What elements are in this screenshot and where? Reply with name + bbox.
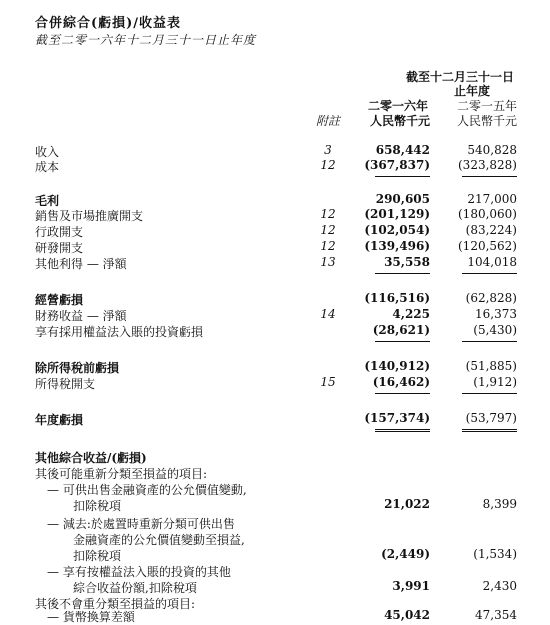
row-value-2016: 290,605 bbox=[375, 192, 430, 206]
row-value-2016: (367,837) bbox=[364, 158, 430, 172]
row-value-2015: (1,912) bbox=[473, 375, 517, 389]
row-label: 享有採用權益法入賬的投資虧損 bbox=[35, 325, 204, 339]
row-value-2016: (157,374) bbox=[364, 411, 430, 425]
col-2015-unit: 人民幣千元 bbox=[456, 114, 517, 128]
row-value-2016: 35,558 bbox=[384, 255, 430, 269]
row-label: — 貨幣換算差額 bbox=[47, 610, 135, 624]
row-note: 12 bbox=[320, 239, 336, 253]
row-label: 其後可能重新分類至損益的項目: bbox=[35, 467, 208, 481]
row-value-2015: (5,430) bbox=[473, 323, 517, 337]
subtotal-rule-2016 bbox=[375, 393, 430, 394]
row-note: 12 bbox=[320, 207, 336, 221]
row-label: 扣除稅項 bbox=[73, 549, 122, 563]
row-value-2015: (1,534) bbox=[473, 547, 517, 561]
total-rule-2015 bbox=[462, 429, 517, 432]
row-label: 銷售及市場推廣開支 bbox=[35, 209, 144, 223]
row-value-2016: 45,042 bbox=[384, 608, 430, 622]
row-note: 13 bbox=[320, 255, 336, 269]
row-label: 所得稅開支 bbox=[35, 377, 96, 391]
row-value-2015: (83,224) bbox=[465, 223, 517, 237]
row-value-2015: (51,885) bbox=[465, 359, 517, 373]
row-label: 金融資產的公允價值變動至損益, bbox=[73, 533, 245, 547]
statement-subtitle: 截至二零一六年十二月三十一日止年度 bbox=[35, 33, 257, 47]
row-value-2015: (180,060) bbox=[458, 207, 517, 221]
row-note: 12 bbox=[320, 223, 336, 237]
row-value-2016: 3,991 bbox=[392, 579, 430, 593]
row-value-2016: 21,022 bbox=[384, 497, 430, 511]
row-value-2016: (140,912) bbox=[364, 359, 430, 373]
row-label: 財務收益 — 淨額 bbox=[35, 309, 127, 323]
total-rule-2016 bbox=[375, 429, 430, 432]
col-2016-year: 二零一六年 bbox=[367, 99, 428, 113]
row-value-2016: 658,442 bbox=[375, 143, 430, 157]
subtotal-rule-2016 bbox=[375, 176, 430, 177]
col-2015-year: 二零一五年 bbox=[456, 99, 517, 113]
row-value-2015: 104,018 bbox=[467, 255, 517, 269]
row-value-2015: 8,399 bbox=[482, 497, 517, 511]
period-header-line1: 截至十二月三十一日 bbox=[405, 70, 514, 84]
row-value-2016: 4,225 bbox=[392, 307, 430, 321]
row-label: 行政開支 bbox=[35, 225, 84, 239]
subtotal-rule-2015 bbox=[462, 393, 517, 394]
row-label: 扣除稅項 bbox=[73, 499, 122, 513]
row-label: 綜合收益份額,扣除稅項 bbox=[73, 581, 197, 595]
subtotal-rule-2015 bbox=[462, 176, 517, 177]
row-note: 3 bbox=[324, 143, 332, 157]
row-label: 除所得稅前虧損 bbox=[35, 361, 120, 375]
row-value-2015: 16,373 bbox=[475, 307, 517, 321]
row-label: 研發開支 bbox=[35, 241, 84, 255]
period-header-line2: 止年度 bbox=[453, 84, 490, 98]
row-value-2016: (2,449) bbox=[381, 547, 430, 561]
row-value-2015: (53,797) bbox=[465, 411, 517, 425]
subtotal-rule-2016 bbox=[375, 341, 430, 342]
subtotal-rule-2015 bbox=[462, 341, 517, 342]
row-value-2015: (120,562) bbox=[458, 239, 517, 253]
row-label: — 減去:於處置時重新分類可供出售 bbox=[47, 517, 235, 531]
row-label: 其他綜合收益/(虧損) bbox=[35, 451, 147, 465]
row-note: 15 bbox=[320, 375, 336, 389]
subtotal-rule-2016 bbox=[375, 273, 430, 274]
row-label: 年度虧損 bbox=[35, 413, 84, 427]
col-2016-unit: 人民幣千元 bbox=[369, 114, 430, 128]
row-value-2016: (102,054) bbox=[364, 223, 430, 237]
col-note-header: 附註 bbox=[315, 114, 340, 128]
row-value-2016: (28,621) bbox=[372, 323, 430, 337]
subtotal-rule-2015 bbox=[462, 273, 517, 274]
row-label: — 享有按權益法入賬的投資的其他 bbox=[47, 565, 231, 579]
row-value-2015: (323,828) bbox=[458, 158, 517, 172]
row-label: 成本 bbox=[35, 160, 60, 174]
row-label: — 可供出售金融資產的公允價值變動, bbox=[47, 483, 247, 497]
row-value-2015: 217,000 bbox=[467, 192, 517, 206]
row-label: 其後不會重分類至損益的項目: bbox=[35, 597, 196, 611]
row-value-2016: (16,462) bbox=[372, 375, 430, 389]
row-note: 14 bbox=[320, 307, 336, 321]
statement-title: 合併綜合(虧損)/收益表 bbox=[35, 16, 182, 31]
row-label: 經營虧損 bbox=[35, 293, 84, 307]
row-note: 12 bbox=[320, 158, 336, 172]
row-value-2015: 540,828 bbox=[467, 143, 517, 157]
row-value-2015: (62,828) bbox=[465, 291, 517, 305]
row-label: 其他利得 — 淨額 bbox=[35, 257, 127, 271]
row-value-2016: (116,516) bbox=[364, 291, 430, 305]
row-value-2015: 2,430 bbox=[482, 579, 517, 593]
row-value-2015: 47,354 bbox=[475, 608, 517, 622]
row-value-2016: (139,496) bbox=[364, 239, 430, 253]
row-label: 毛利 bbox=[35, 194, 60, 208]
row-value-2016: (201,129) bbox=[364, 207, 430, 221]
row-label: 收入 bbox=[35, 145, 60, 159]
